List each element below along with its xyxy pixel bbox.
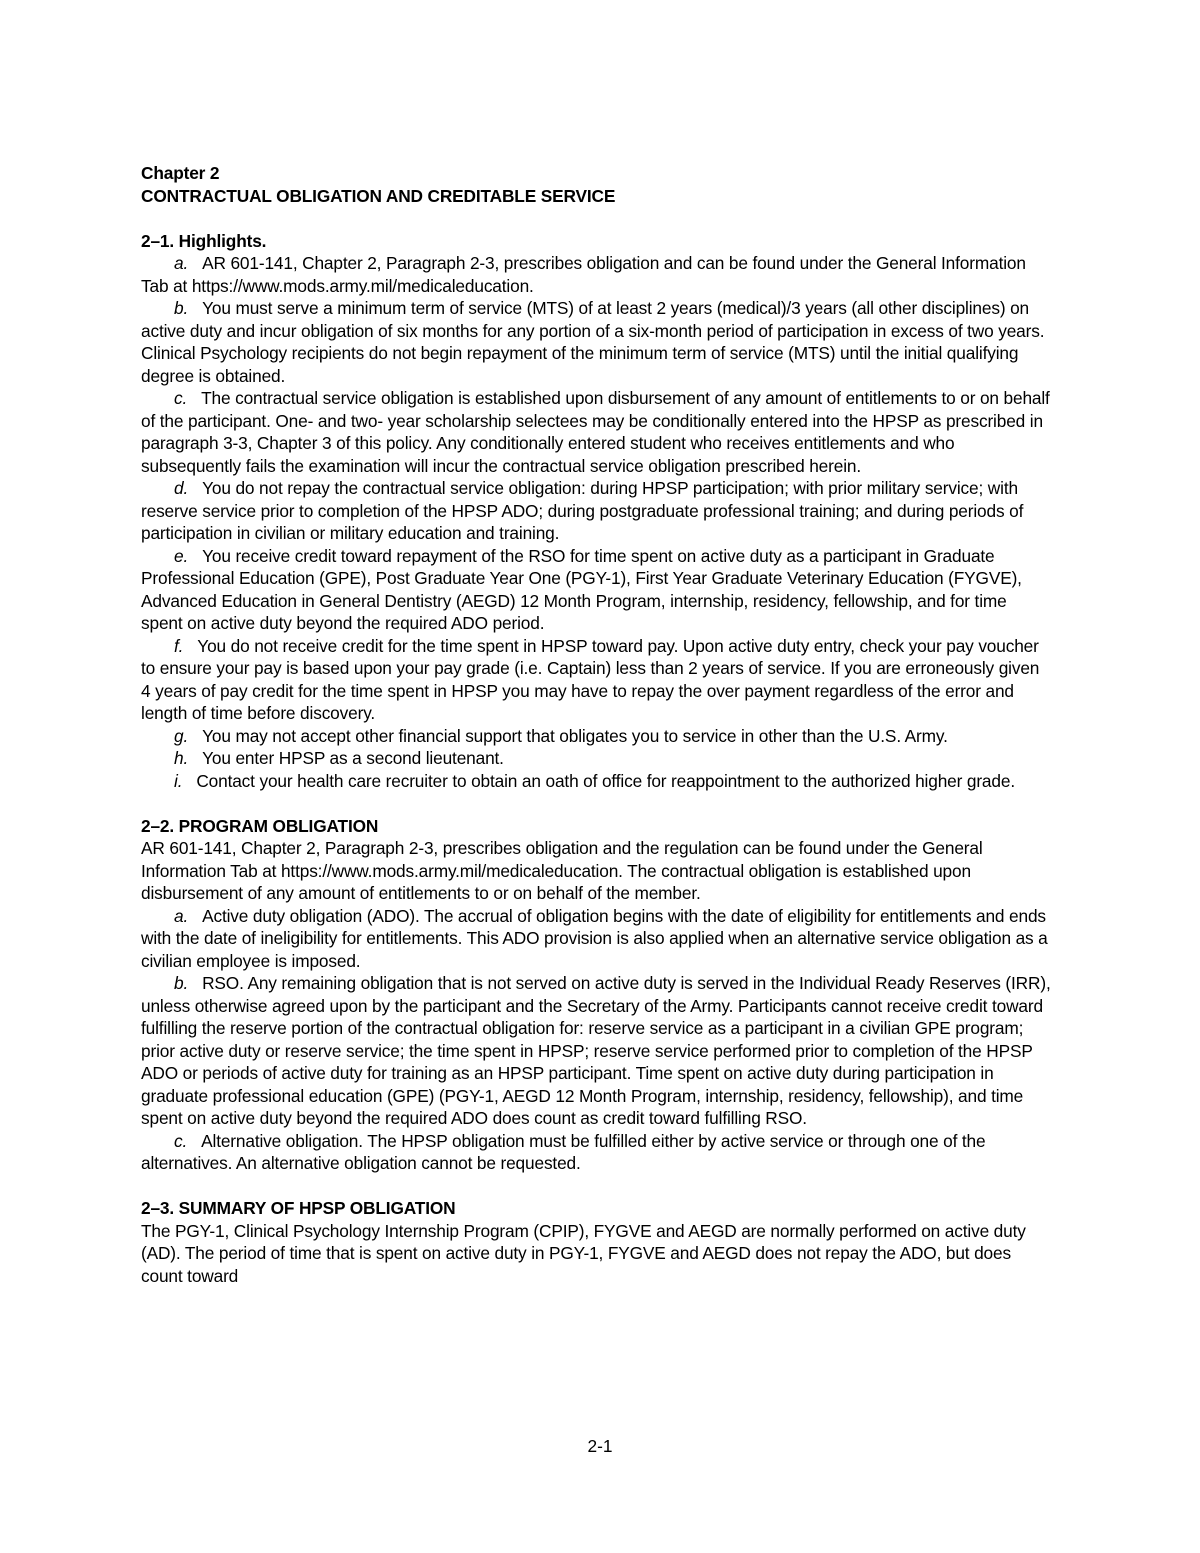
highlight-item-c: c. The contractual service obligation is established upon disbursement of any amount of entitlements to or on behalf of the participant. One- and two- year scholarship selectees may be conditionally entered into the HPSP as prescribed in paragraph 3-3, Chapter 3 of this policy. Any conditionally entered student who receives entitlements and who subsequently fails the examination will incur the contractual service obligation prescribed herein. [141, 388, 1050, 476]
highlight-item-b: b. You must serve a minimum term of service (MTS) of at least 2 years (medical)/3 years (all other disciplines) on active duty and incur obligation of six months for any portion of a six-month period of participation in excess of two years. Clinical Psychology recipients do not begin repayment of the minimum term of service (MTS) until the initial qualifying degree is obtained. [141, 298, 1045, 386]
section-3-heading: 2–3. SUMMARY OF HPSP OBLIGATION [141, 1198, 456, 1218]
highlight-item-i: i. Contact your health care recruiter to obtain an oath of office for reappointment to the authorized higher grade. [174, 770, 1015, 791]
highlight-item-a: a. AR 601-141, Chapter 2, Paragraph 2-3, prescribes obligation and can be found under the General Information Tab at https://www.mods.army.mil/medicaleducation. [141, 253, 1026, 296]
highlight-item-d: d. You do not repay the contractual service obligation: during HPSP participation; with prior military service; with reserve service prior to completion of the HPSP ADO; during postgraduate professional training; and during periods of participation in civilian or military education and training. [141, 478, 1024, 543]
obligation-item-c: c. Alternative obligation. The HPSP obligation must be fulfilled either by active service or through one of the alternatives. An alternative obligation cannot be requested. [141, 1130, 986, 1173]
page-number: 2-1 [587, 1436, 613, 1456]
highlight-item-e: e. You receive credit toward repayment of the RSO for time spent on active duty as a participant in Graduate Professional Education (GPE), Post Graduate Year One (PGY-1), First Year Graduate Veterinary Education (FYGVE), Advanced Education in General Dentistry (AEGD) 12 Month Program, internship, residency, fellowship, and for time spent on active duty beyond the required ADO period. [141, 545, 1022, 633]
section-2-heading: 2–2. PROGRAM OBLIGATION [141, 815, 379, 836]
document-page [141, 162, 1051, 1287]
highlight-item-h: h. You enter HPSP as a second lieutenant. [174, 748, 504, 768]
obligation-item-b: b. RSO. Any remaining obligation that is not served on active duty is served in the Individual Ready Reserves (IRR), unless otherwise agreed upon by the participant and the Secretary of the Army. Participants cannot receive credit toward fulfilling the reserve portion of the contractual obligation for: reserve service as a participant in a civilian GPE program; prior active duty or reserve service; the time spent in HPSP; reserve service performed prior to completion of the HPSP ADO or periods of active duty for training as an HPSP participant. Time spent on active duty during participation in graduate professional education (GPE) (PGY-1, AEGD 12 Month Program, internship, residency, fellowship), and time spent on active duty beyond the required ADO does count as credit toward fulfilling RSO. [141, 973, 1051, 1128]
highlight-item-f: f. You do not receive credit for the time spent in HPSP toward pay. Upon active duty entry, check your pay voucher to ensure your pay is based upon your pay grade (i.e. Captain) less than 2 years of service. If you are erroneously given 4 years of pay credit for the time spent in HPSP you may have to repay the over payment regardless of the error and length of time before discovery. [141, 635, 1040, 723]
obligation-item-a: a. Active duty obligation (ADO). The accrual of obligation begins with the date of eligibility for entitlements and ends with the date of ineligibility for entitlements. This ADO provision is also applied when an alternative service obligation as a civilian employee is imposed. [141, 905, 1048, 971]
chapter-number: Chapter 2 [141, 163, 220, 183]
section-3-text: The PGY-1, Clinical Psychology Internship Program (CPIP), FYGVE and AEGD are normally performed on active duty (AD). The period of time that is spent on active duty in PGY-1, FYGVE and AEGD does not repay the ADO, but does count toward [141, 1220, 1026, 1286]
chapter-title: CONTRACTUAL OBLIGATION AND CREDITABLE SERVICE [141, 185, 616, 206]
highlight-item-g: g. You may not accept other financial support that obligates you to service in other than the U.S. Army. [174, 725, 948, 746]
section-1-heading: 2–1. Highlights. [141, 230, 267, 251]
section-2-intro: AR 601-141, Chapter 2, Paragraph 2-3, prescribes obligation and the regulation can be found under the General Information Tab at https://www.mods.army.mil/medicaleducation. The contractual obligation is established upon disbursement of any amount of entitlements to or on behalf of the member. [141, 838, 983, 903]
